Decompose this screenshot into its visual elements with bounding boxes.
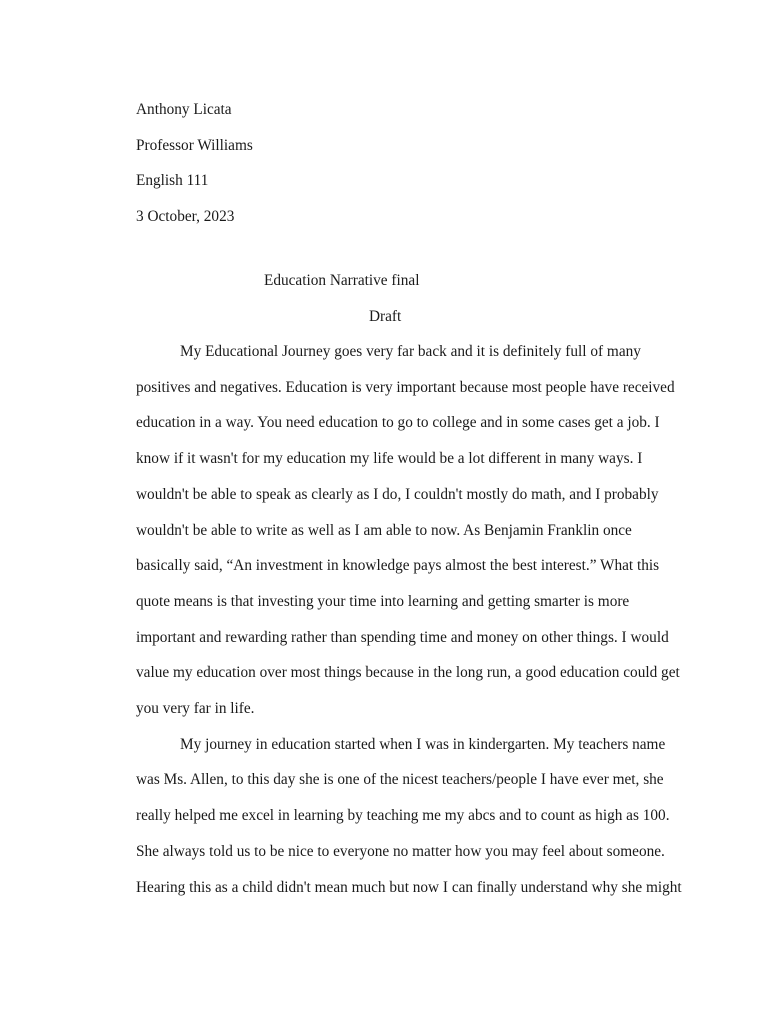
- paragraph-line: My journey in education started when I was in kindergarten. My teachers name: [180, 735, 666, 753]
- paragraph-line: wouldn't be able to speak as clearly as I do, I couldn't mostly do math, and I probably: [136, 485, 659, 503]
- document-title: [136, 263, 656, 334]
- paragraph-line: positives and negatives. Education is very important because most people have received: [136, 378, 675, 396]
- document-date: 3 October, 2023: [136, 208, 235, 226]
- paragraph: [136, 727, 682, 906]
- paragraph-line: Hearing this as a child didn't mean much but now I can finally understand why she might: [136, 878, 682, 896]
- paragraph-line: wouldn't be able to write as well as I am able to now. As Benjamin Franklin once: [136, 521, 632, 539]
- title-line-1: Education Narrative final: [264, 272, 420, 289]
- instructor-name: Professor Williams: [136, 136, 253, 154]
- author-name: Anthony Licata: [136, 101, 232, 118]
- title-line-2: Draft: [369, 307, 402, 325]
- paragraph-line: basically said, “An investment in knowledge pays almost the best interest.” What this: [136, 557, 660, 575]
- paragraph-line: My Educational Journey goes very far back and it is definitely full of many: [180, 343, 641, 360]
- paragraph-line: She always told us to be nice to everyone no matter how you may feel about someone.: [136, 842, 665, 860]
- paragraph-line: really helped me excel in learning by teaching me my abcs and to count as high as 100.: [136, 807, 670, 825]
- paragraph-line: quote means is that investing your time into learning and getting smarter is more: [136, 592, 630, 610]
- paragraph-line: education in a way. You need education to go to college and in some cases get a job. I: [136, 414, 660, 432]
- course-name: English 111: [136, 172, 209, 190]
- paragraph-line: know if it wasn't for my education my life would be a lot different in many ways. I: [136, 450, 643, 468]
- paragraph-line: you very far in life.: [136, 700, 255, 718]
- paragraph-line: value my education over most things because in the long run, a good education could get: [136, 664, 680, 682]
- mla-header: [136, 92, 656, 235]
- paragraph-line: was Ms. Allen, to this day she is one of the nicest teachers/people I have ever met, she: [136, 771, 664, 789]
- paragraph-line: important and rewarding rather than spending time and money on other things. I would: [136, 628, 669, 646]
- document-body: [136, 334, 682, 905]
- paragraph: [136, 334, 680, 727]
